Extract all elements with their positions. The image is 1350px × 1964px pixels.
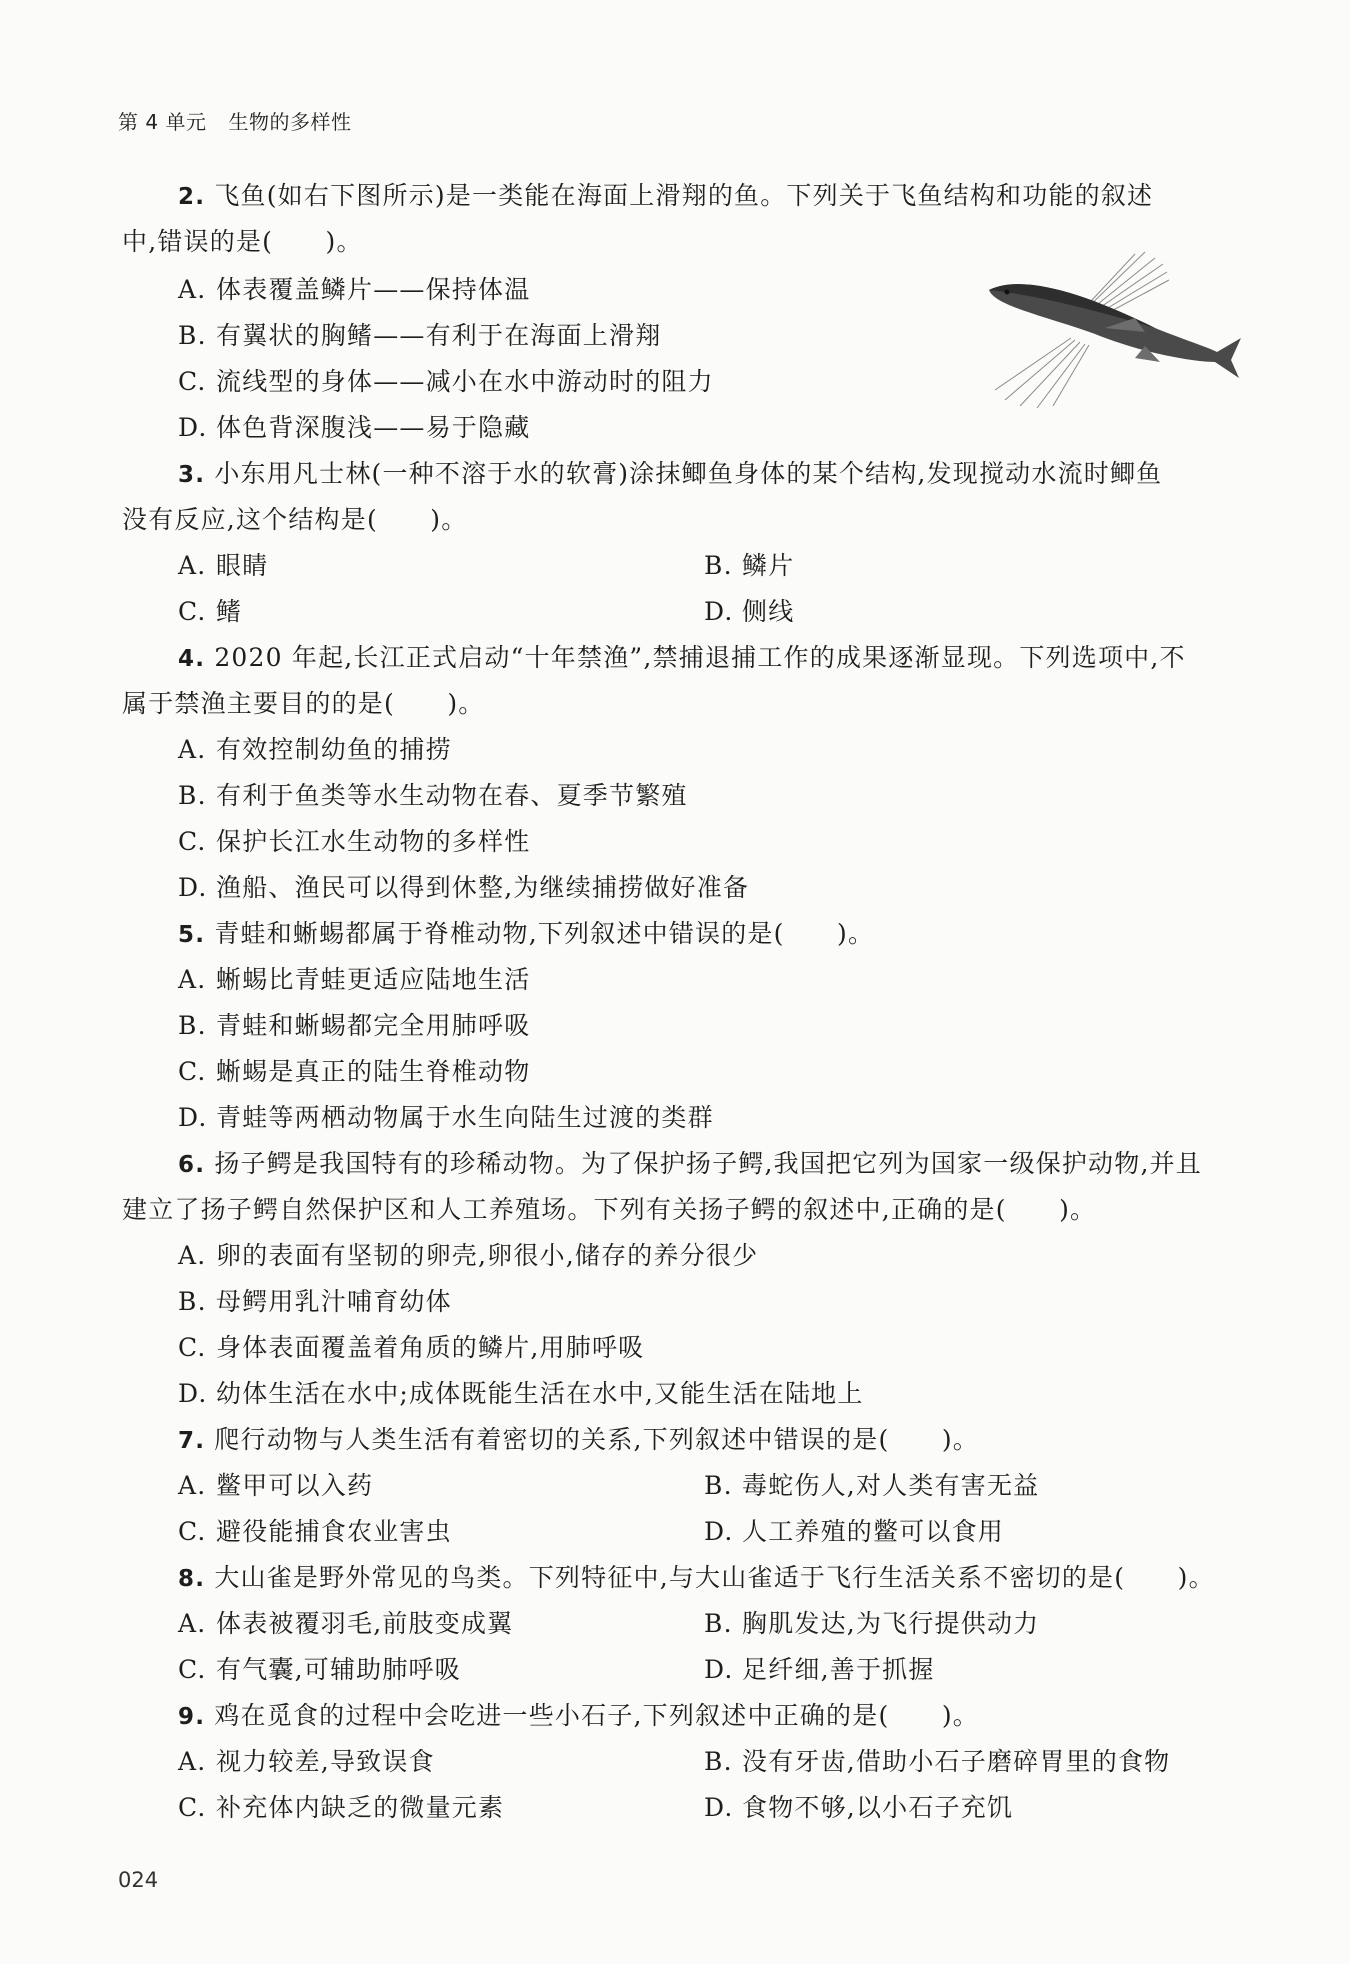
q6-number: 6. [178,1152,206,1178]
q8-option-b: B. 胸肌发达,为飞行提供动力 [704,1609,1040,1638]
q6-stem-line2: 建立了扬子鳄自然保护区和人工养殖场。下列有关扬子鳄的叙述中,正确的是( )。 [122,1195,1097,1224]
q4-stem-line1: 4. 2020 年起,长江正式启动“十年禁渔”,禁捕退捕工作的成果逐渐显现。下列选项中,不 [178,643,1186,672]
q3-option-a: A. 眼睛 [178,551,269,580]
q2-option-c: C. 流线型的身体——减小在水中游动时的阻力 [178,367,714,396]
q8-number: 8. [178,1566,206,1592]
page-number: 024 [118,1868,159,1892]
q9-stem: 9. 鸡在觅食的过程中会吃进一些小石子,下列叙述中正确的是( )。 [178,1701,979,1730]
q7-option-d: D. 人工养殖的鳖可以食用 [704,1517,1005,1546]
q6-option-d: D. 幼体生活在水中;成体既能生活在水中,又能生活在陆地上 [178,1379,864,1408]
q5-option-b: B. 青蛙和蜥蜴都完全用肺呼吸 [178,1011,531,1040]
q2-number: 2. [178,184,206,210]
q3-option-c: C. 鳍 [178,597,243,626]
q7-option-b: B. 毒蛇伤人,对人类有害无益 [704,1471,1040,1500]
q9-option-a: A. 视力较差,导致误食 [178,1747,435,1776]
q7-number: 7. [178,1428,206,1454]
q6-option-b: B. 母鳄用乳汁哺育幼体 [178,1287,452,1316]
q6-option-a: A. 卵的表面有坚韧的卵壳,卵很小,储存的养分很少 [178,1241,759,1270]
q5-stem: 5. 青蛙和蜥蜴都属于脊椎动物,下列叙述中错误的是( )。 [178,919,875,948]
q8-option-d: D. 足纤细,善于抓握 [704,1655,935,1684]
q2-option-d: D. 体色背深腹浅——易于隐藏 [178,413,531,442]
q7-stem: 7. 爬行动物与人类生活有着密切的关系,下列叙述中错误的是( )。 [178,1425,979,1454]
q8-option-c: C. 有气囊,可辅助肺呼吸 [178,1655,461,1684]
q9-option-c: C. 补充体内缺乏的微量元素 [178,1793,505,1822]
q8-stem: 8. 大山雀是野外常见的鸟类。下列特征中,与大山雀适于飞行生活关系不密切的是( )。 [178,1563,1215,1592]
q4-number: 4. [178,646,206,672]
q4-option-c: C. 保护长江水生动物的多样性 [178,827,531,856]
q6-option-c: C. 身体表面覆盖着角质的鳞片,用肺呼吸 [178,1333,645,1362]
q5-option-a: A. 蜥蜴比青蛙更适应陆地生活 [178,965,531,994]
q3-option-d: D. 侧线 [704,597,795,626]
q3-option-b: B. 鳞片 [704,551,795,580]
q2-option-a: A. 体表覆盖鳞片——保持体温 [178,275,531,304]
q3-stem-line2: 没有反应,这个结构是( )。 [122,505,468,534]
q4-option-d: D. 渔船、渔民可以得到休整,为继续捕捞做好准备 [178,873,750,902]
q5-number: 5. [178,922,206,948]
unit-label: 第 4 单元 [118,110,207,134]
q8-option-a: A. 体表被覆羽毛,前肢变成翼 [178,1609,514,1638]
q5-option-d: D. 青蛙等两栖动物属于水生向陆生过渡的类群 [178,1103,714,1132]
q5-option-c: C. 蜥蜴是真正的陆生脊椎动物 [178,1057,531,1086]
q4-stem-line2: 属于禁渔主要目的的是( )。 [122,689,485,718]
q2-option-b: B. 有翼状的胸鳍——有利于在海面上滑翔 [178,321,662,350]
q9-option-d: D. 食物不够,以小石子充饥 [704,1793,1014,1822]
q6-stem-line1: 6. 扬子鳄是我国特有的珍稀动物。为了保护扬子鳄,我国把它列为国家一级保护动物,并且 [178,1149,1203,1178]
q9-number: 9. [178,1704,206,1730]
q9-option-b: B. 没有牙齿,借助小石子磨碎胃里的食物 [704,1747,1171,1776]
q2-stem-line1: 2. 飞鱼(如右下图所示)是一类能在海面上滑翔的鱼。下列关于飞鱼结构和功能的叙述 [178,181,1154,210]
unit-title: 生物的多样性 [228,110,352,134]
q4-option-b: B. 有利于鱼类等水生动物在春、夏季节繁殖 [178,781,688,810]
q4-option-a: A. 有效控制幼鱼的捕捞 [178,735,452,764]
q7-option-c: C. 避役能捕食农业害虫 [178,1517,452,1546]
running-header [118,106,351,135]
flying-fish-illustration [985,250,1243,410]
q2-stem-line2: 中,错误的是( )。 [122,227,363,256]
q7-option-a: A. 鳖甲可以入药 [178,1471,374,1500]
q3-number: 3. [178,462,206,488]
q3-stem-line1: 3. 小东用凡士林(一种不溶于水的软膏)涂抹鲫鱼身体的某个结构,发现搅动水流时鲫鱼 [178,459,1163,488]
